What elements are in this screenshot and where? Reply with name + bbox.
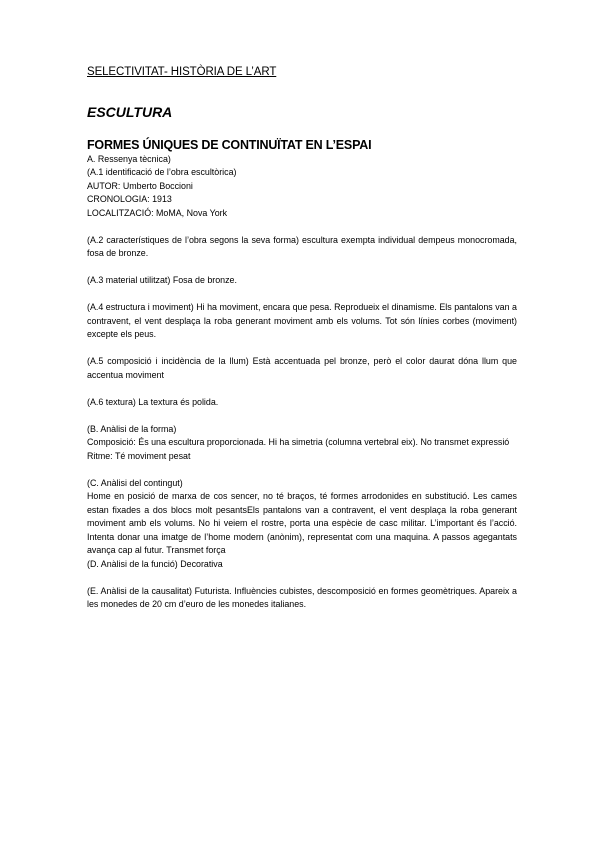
author-line: AUTOR: Umberto Boccioni bbox=[87, 180, 193, 191]
a-heading: A. Ressenya tècnica) bbox=[87, 153, 171, 164]
location-line: LOCALITZACIÓ: MoMA, Nova York bbox=[87, 207, 228, 218]
chronology-line: CRONOLOGIA: 1913 bbox=[87, 194, 172, 204]
b-heading: (B. Anàlisi de la forma) bbox=[87, 423, 177, 434]
document-header: SELECTIVITAT- HISTÒRIA DE L’ART bbox=[87, 66, 277, 78]
b-block bbox=[87, 423, 517, 464]
a3-paragraph: (A.3 material utilitzat) Fosa de bronze. bbox=[87, 275, 237, 285]
c-heading: (C. Anàlisi del contingut) bbox=[87, 477, 183, 488]
a1-block bbox=[87, 166, 517, 220]
a2-paragraph: (A.2 característiques de l’obra segons la seva forma) escultura exempta individual dempeus monocromada, fosa de bronze. bbox=[87, 234, 517, 258]
e-paragraph: (E. Anàlisi de la causalitat) Futurista. Influències cubistes, descomposició en formes geomètriques. Apareix a les monedes de 20 cm d’euro de les monedes italianes. bbox=[87, 585, 517, 609]
a5-paragraph: (A.5 composició i incidència de la llum) Està accentuada pel bronze, però el color daurat dóna llum que accentua moviment bbox=[87, 356, 517, 380]
a1-heading: (A.1 identificació de l’obra escultòrica) bbox=[87, 167, 237, 177]
c-text: Home en posició de marxa de cos sencer, no té braços, té formes arrodonides en substitució. Les cames estan fixades a dos blocs molt pesantsEls pantalons van a contravent, el vent desplaça la roba generant moviment amb els volums. No hi veiem el rostre, porta una espècie de casc militar. L’important és l’acció. Intenta donar una imatge de l’home modern (anònim), representat com una maquina. A passos agegantats avança cap al futur. Transmet força bbox=[87, 491, 517, 555]
work-title: FORMES ÚNIQUES DE CONTINUÏTAT EN L’ESPAI bbox=[87, 138, 372, 152]
a4-paragraph: (A.4 estructura i moviment) Hi ha moviment, encara que pesa. Reprodueix el dinamisme. Els pantalons van a contravent, el vent desplaça la roba generant moviment amb els volums. Tot són línies corbes (moviment) excepte els peus. bbox=[87, 302, 517, 339]
d-line: (D. Anàlisi de la funció) Decorativa bbox=[87, 558, 223, 569]
b-composition: Composició: És una escultura proporcionada. Hi ha simetria (columna vertebral eix). No transmet expressió bbox=[87, 437, 510, 447]
document-page bbox=[87, 66, 517, 612]
section-title: ESCULTURA bbox=[87, 103, 173, 120]
b-rhythm: Ritme: Té moviment pesat bbox=[87, 450, 191, 461]
a6-paragraph: (A.6 textura) La textura és polida. bbox=[87, 396, 219, 407]
c-block bbox=[87, 477, 517, 572]
